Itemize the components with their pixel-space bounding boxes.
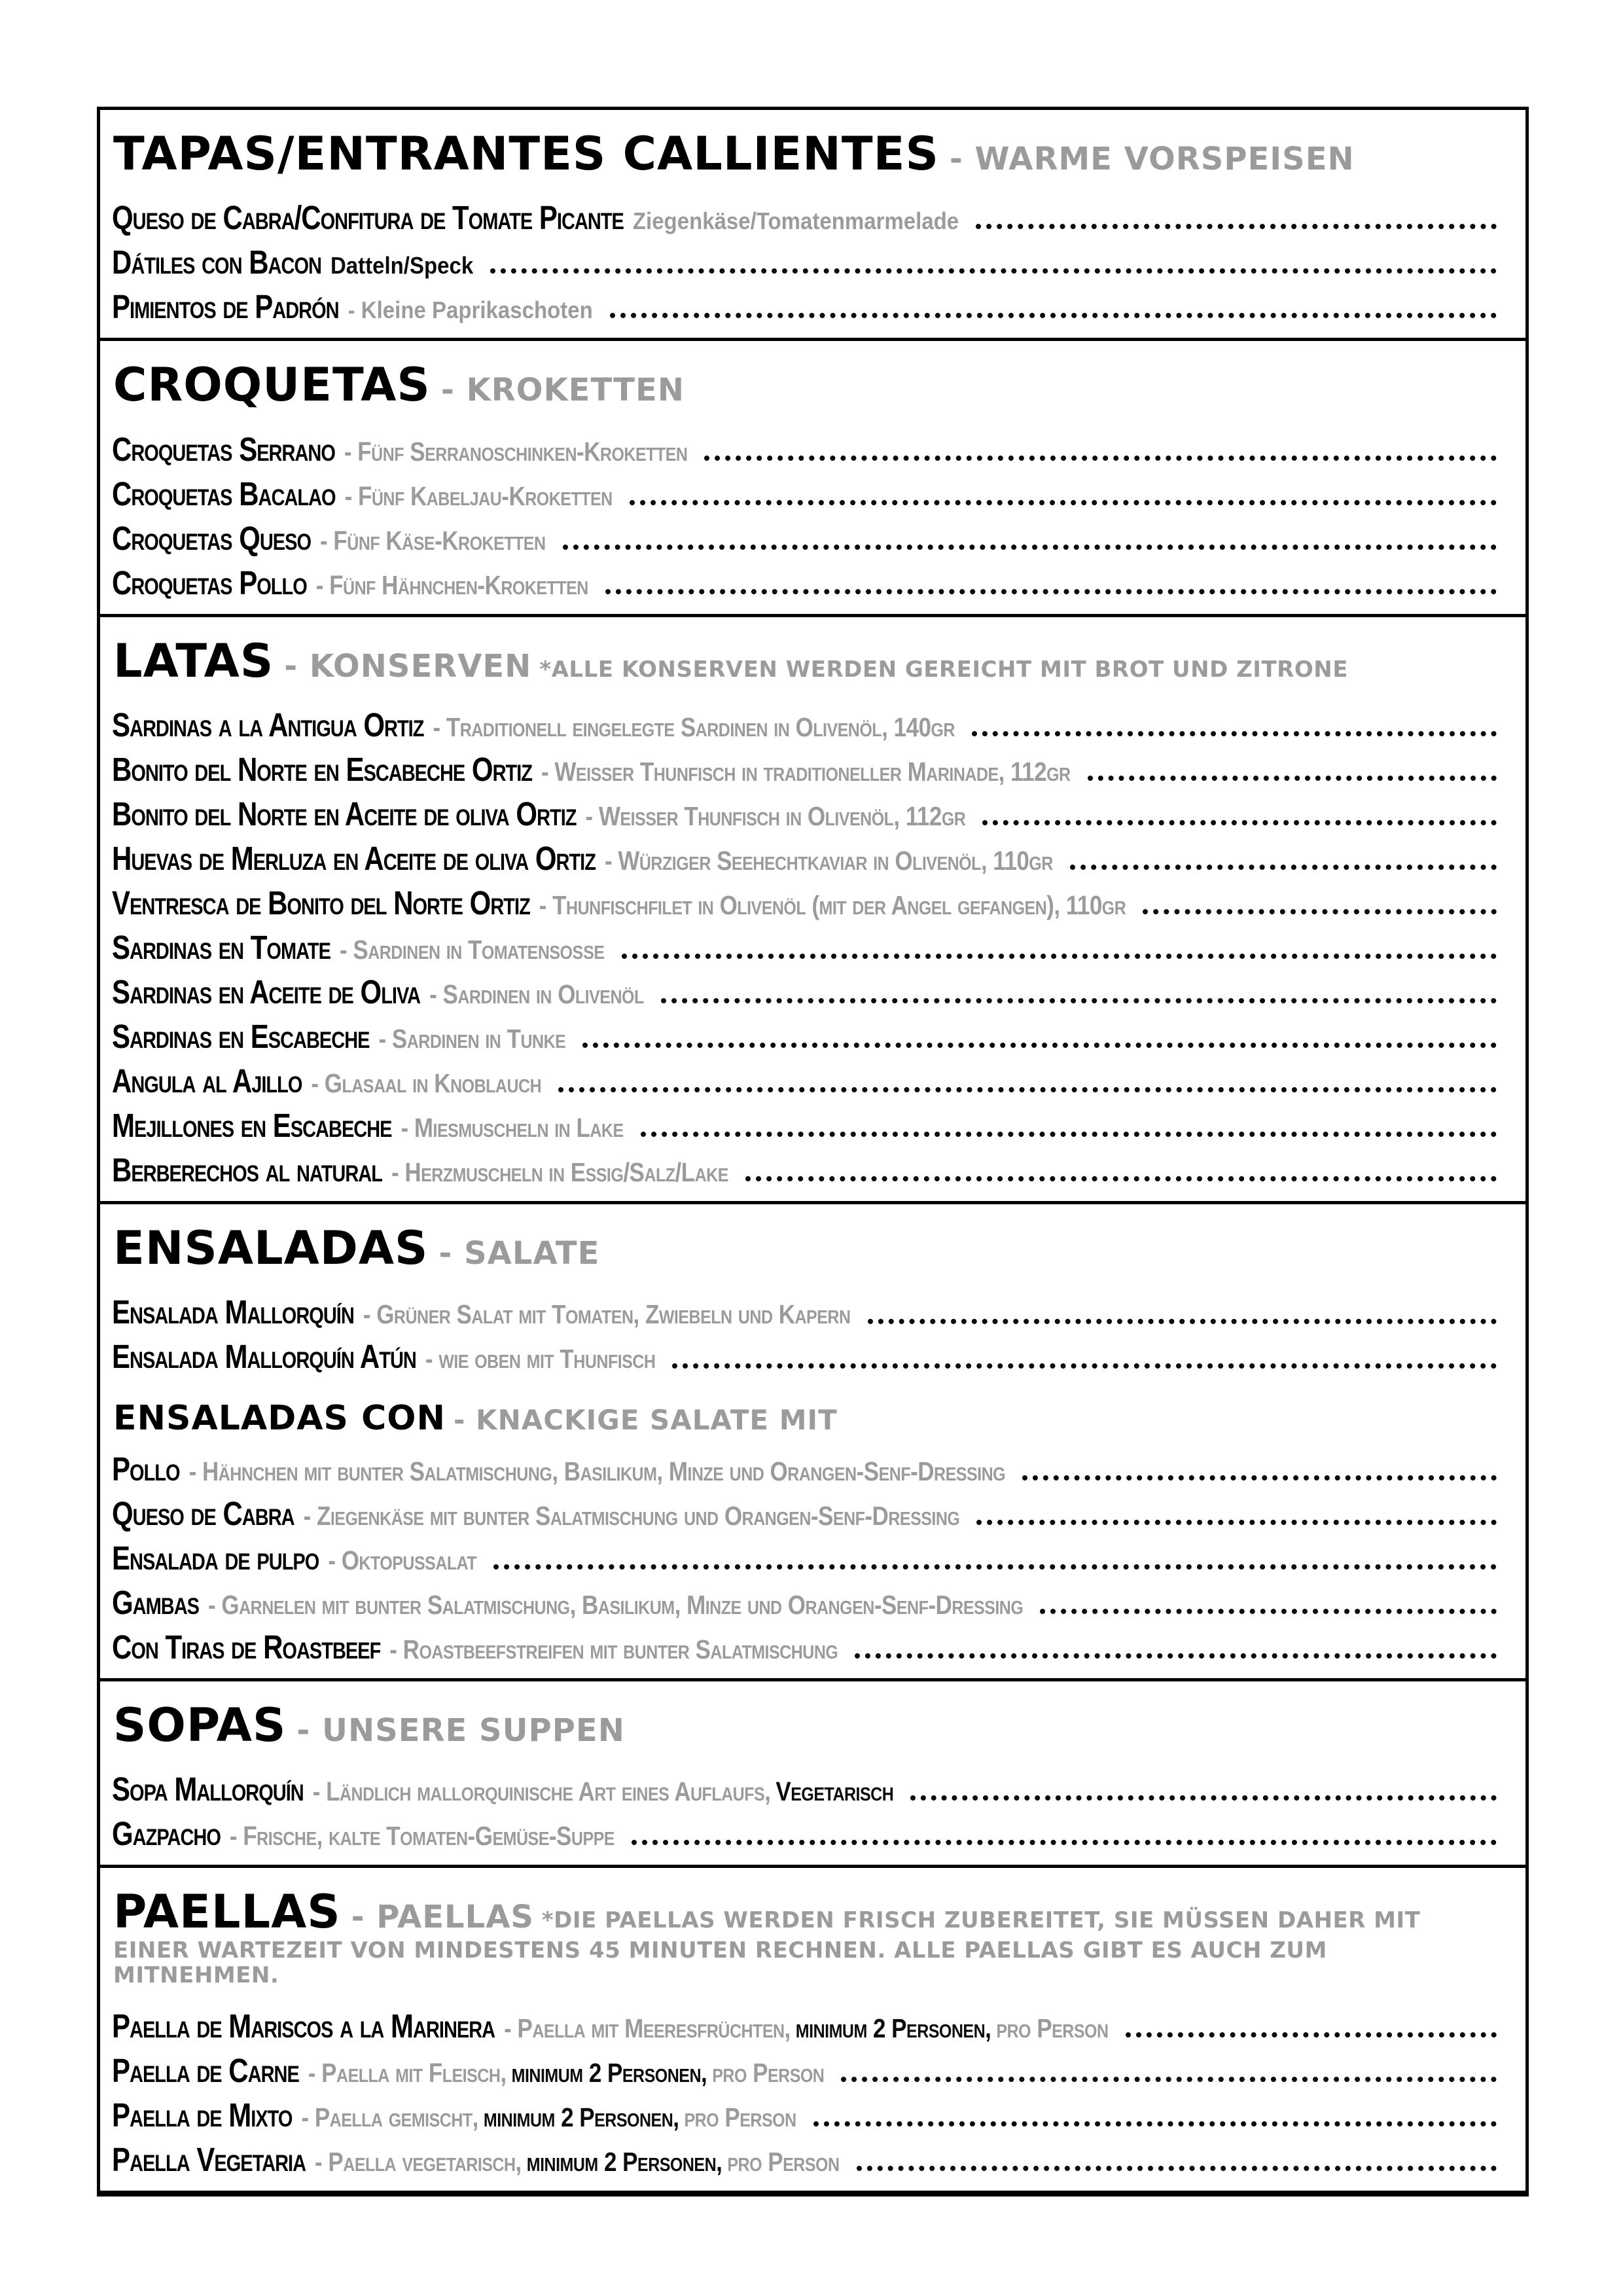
menu-item-row [112,2045,1497,2089]
price-dotted-leader [605,589,1497,594]
section-header [113,636,1497,687]
price-dotted-leader [910,1795,1497,1801]
menu-item-row [112,1011,1497,1054]
menu-item-name: Mejillones en Escabeche [112,1106,392,1145]
price-dotted-leader [641,1132,1497,1137]
menu-item-text [112,795,971,833]
menu-item-row [112,2001,1497,2044]
menu-item-description [585,802,971,832]
menu-item-text [112,475,618,512]
menu-item-name: Queso de Cabra [112,1494,294,1532]
menu-item-desc-segment: - Thunfischfilet in Olivenöl (mit der Angel gefangen), 110gr [539,891,1126,921]
menu-section [97,614,1529,1204]
menu-item-text [112,1814,620,1853]
section-title: PAELLAS [113,1885,341,1939]
menu-item-desc-emphasis: minimum 2 Personen, [526,2147,722,2177]
menu-item-name: Ensalada Mallorquín Atún [112,1338,416,1376]
menu-item-text [112,884,1131,922]
menu-item-desc-segment: - Grüner Salat mit Tomaten, Zwiebeln und Kapern [363,1300,851,1330]
menu-item-row [112,1488,1497,1532]
price-dotted-leader [972,731,1497,736]
menu-item-row [112,281,1497,325]
menu-item-desc-segment: - Fünf Käse-Kroketten [320,526,546,556]
menu-item-text [112,1062,546,1100]
menu-item-desc-segment: - Paella mit Fleisch, [308,2058,507,2088]
menu-item-desc-segment: - Traditionell eingelegte Sardinen in Olivenöl, 140gr [433,713,955,743]
price-dotted-leader [632,1840,1497,1845]
menu-item-desc-segment: - Sardinen in Tunke [378,1024,566,1054]
menu-item-desc-emphasis: minimum 2 Personen, [511,2058,707,2088]
menu-item-description [301,2102,801,2132]
menu-item-description [348,296,598,324]
menu-item-desc-segment: pro Person [684,2102,796,2132]
subsection-header [113,1400,1497,1437]
section-header [113,1223,1497,1274]
menu-item-text [112,1106,629,1145]
price-dotted-leader [661,998,1497,1003]
menu-item-text [112,1539,482,1577]
menu-item-desc-segment: - Paella mit Meeresfrüchten, [504,2013,791,2043]
price-dotted-leader [976,1520,1497,1525]
menu-item-desc-segment: - Herzmuscheln in Essig/Salz/Lake [391,1158,728,1188]
menu-item-description [344,481,618,511]
menu-item-description [208,1590,1028,1620]
price-dotted-leader [813,2121,1497,2126]
menu-item-name: Ensalada de pulpo [112,1539,319,1577]
section-items [112,1287,1497,1665]
menu-item-row [112,2090,1497,2133]
section-items [112,192,1497,325]
section-header [113,128,1497,179]
menu-item-desc-segment: - Paella vegetarisch, [315,2147,522,2177]
section-title: LATAS [113,634,274,688]
menu-item-row [112,744,1497,787]
menu-item-text [112,2007,1114,2045]
menu-item-desc-segment: - Fünf Serranoschinken-Kroketten [344,437,688,467]
price-dotted-leader [1070,865,1497,870]
price-dotted-leader [672,1363,1497,1369]
menu-item-row [112,192,1497,236]
menu-item-name: Croquetas Bacalao [112,475,336,512]
menu-item-desc-segment: - Miesmuscheln in Lake [401,1113,624,1143]
menu-item-text [112,839,1058,878]
menu-item-text [112,1450,1010,1488]
menu-item-desc-segment: - Garnelen mit bunter Salatmischung, Basilikum, Minze und Orangen-Senf-Dressing [208,1590,1024,1620]
section-items [112,2001,1497,2178]
menu-section [97,107,1529,341]
section-title: CROQUETAS [113,358,431,412]
price-dotted-leader [841,2077,1497,2082]
section-header [113,1700,1497,1751]
menu-item-description [339,935,610,965]
menu-item-desc-segment: - Hähnchen mit bunter Salatmischung, Basilikum, Minze und Orangen-Senf-Dressing [188,1456,1006,1486]
menu-item-row [112,967,1497,1010]
menu-item-row [112,700,1497,743]
menu-item-row [112,789,1497,832]
menu-item-name: Bonito del Norte en Escabeche Ortiz [112,750,533,789]
menu-item-name: Ensalada Mallorquín [112,1293,354,1331]
menu-item-row [112,237,1497,280]
menu-item-description [425,1344,661,1374]
menu-item-row [112,1100,1497,1143]
menu-item-row [112,1764,1497,1807]
menu-item-desc-segment: - Ländlich mallorquinische Art eines Auflaufs, [312,1777,771,1807]
menu-item-description [429,980,649,1010]
menu-item-description [632,207,964,235]
menu-item-text [112,973,649,1011]
menu-item-name: Angula al Ajillo [112,1062,302,1100]
menu-item-desc-segment: - Weisser Thunfisch in traditioneller Marinade, 112gr [541,757,1071,787]
menu-item-desc-segment: - Paella gemischt, [301,2102,478,2132]
menu-item-text [112,519,551,557]
menu-item-text [112,1338,660,1376]
menu-item-description [188,1456,1011,1486]
section-title: TAPAS/ENTRANTES CALLIENTES [113,127,939,181]
menu-item-row [112,1287,1497,1331]
section-note: *ALLE KONSERVEN WERDEN GEREICHT MIT BROT UND ZITRONE [539,656,1348,683]
menu-item-name: Dátiles con Bacon [112,243,321,281]
subsection-subtitle: - KNACKIGE SALATE MIT [453,1403,838,1436]
menu-section [97,1201,1529,1681]
menu-item-row [112,558,1497,601]
menu-item-desc-segment: - Fünf Kabeljau-Kroketten [344,481,613,511]
menu-item-text [112,1628,843,1666]
menu-item-row [112,1808,1497,1852]
menu-item-name: Paella de Mariscos a la Marinera [112,2007,495,2045]
price-dotted-leader [622,954,1497,959]
menu-item-desc-segment: pro Person [712,2058,825,2088]
section-subtitle: - KONSERVEN [284,647,532,685]
menu-item-description [378,1024,571,1054]
section-title: SOPAS [113,1698,287,1752]
menu-item-name: Paella de Carne [112,2051,299,2089]
menu-item-name: Sardinas en Tomate [112,928,330,967]
menu-item-name: Pollo [112,1450,180,1488]
section-subtitle: - UNSERE SUPPEN [296,1712,625,1749]
menu-item-description [391,1158,734,1188]
menu-item-name: Paella Vegetaria [112,2140,306,2178]
menu-item-description [401,1113,629,1143]
menu-item-name: Gambas [112,1583,199,1621]
menu-section [97,1865,1529,2197]
price-dotted-leader [1126,2032,1497,2037]
menu-item-row [112,1577,1497,1621]
menu-item-description [229,1821,620,1852]
menu-item-row [112,1533,1497,1576]
menu-item-name: Berberechos al natural [112,1151,382,1189]
menu-item-text [112,2096,802,2134]
price-dotted-leader [563,545,1497,550]
menu-item-desc-segment: - Oktopussalat [328,1545,477,1575]
menu-item-description [315,2147,844,2177]
price-dotted-leader [610,313,1497,318]
price-dotted-leader [490,268,1497,274]
menu-item-name: Paella de Mixto [112,2096,293,2134]
section-header [113,1886,1497,1988]
menu-item-desc-emphasis: Vegetarisch [776,1777,894,1807]
menu-item-row [112,513,1497,556]
menu-item-desc-segment: pro Person [727,2147,840,2177]
section-subtitle: - PAELLAS [351,1899,534,1936]
menu-item-description [504,2013,1113,2043]
price-dotted-leader [630,500,1497,505]
price-dotted-leader [1040,1609,1497,1614]
price-dotted-leader [493,1564,1497,1570]
menu-item-name: Pimientos de Padrón [112,288,339,326]
menu-item-text [112,1151,734,1189]
menu-item-desc-emphasis: minimum 2 Personen, [795,2013,991,2043]
price-dotted-leader [558,1087,1497,1092]
menu-item-desc-segment: - Würziger Seehechtkaviar in Olivenöl, 110gr [604,846,1053,876]
price-dotted-leader [745,1176,1497,1181]
menu-item-text [112,1494,965,1532]
menu-item-text [112,1770,899,1808]
menu-item-text [112,564,594,601]
menu-item-description [433,713,959,743]
menu-item-name: Sardinas en Escabeche [112,1017,370,1056]
price-dotted-leader [855,1653,1497,1659]
menu-item-name: Gazpacho [112,1814,221,1853]
price-dotted-leader [582,1043,1497,1048]
menu-item-description [604,846,1058,876]
menu-item-name: Huevas de Merluza en Aceite de oliva Ortiz [112,839,596,878]
menu-item-description [312,1777,899,1807]
menu-item-description [315,570,594,600]
menu-item-name: Con Tiras de Roastbeef [112,1628,381,1666]
section-note: *DIE PAELLAS WERDEN FRISCH ZUBEREITET, SIE MÜSSEN DAHER MIT EINER WARTEZEIT VON MINDESTENS 45 MINUTEN RECHNEN. ALLE PAELLAS GIBT ES AUCH ZUM MITNEHMEN. [113,1907,1421,1988]
menu-item-text [112,1017,571,1056]
menu-item-text [112,1583,1028,1621]
section-subtitle: - SALATE [438,1235,600,1272]
menu-item-name: Ventresca de Bonito del Norte Ortiz [112,884,530,922]
menu-item-row [112,1056,1497,1099]
menu-item-text [112,243,478,281]
menu-item-desc-segment: - Ziegenkäse mit bunter Salatmischung und Orangen-Senf-Dressing [303,1501,960,1531]
menu-item-row [112,1622,1497,1665]
section-header [113,359,1497,410]
price-dotted-leader [868,1319,1497,1324]
menu-item-name: Sopa Mallorquín [112,1770,304,1808]
menu-item-description [328,1545,482,1575]
section-subtitle: - WARME VORSPEISEN [949,141,1355,177]
menu-item-desc-segment: Ziegenkäse/Tomatenmarmelade [632,207,959,235]
price-dotted-leader [1088,776,1497,781]
menu-item-description [308,2058,830,2088]
menu-item-description [330,252,478,279]
menu-item-description [311,1069,546,1099]
section-items [112,424,1497,601]
section-items [112,700,1497,1188]
price-dotted-leader [857,2166,1497,2171]
menu-item-desc-segment: - Fünf Hähnchen-Kroketten [315,570,588,600]
menu-item-row [112,1444,1497,1487]
menu [97,107,1529,2197]
menu-item-name: Queso de Cabra/Confitura de Tomate Picante [112,199,624,237]
menu-item-name: Bonito del Norte en Aceite de oliva Ortiz [112,795,577,833]
menu-item-desc-segment: - Sardinen in Olivenöl [429,980,644,1010]
menu-item-row [112,1332,1497,1375]
menu-section [97,338,1529,617]
menu-item-text [112,750,1076,789]
menu-item-name: Croquetas Serrano [112,430,335,468]
menu-item-row [112,2134,1497,2178]
menu-item-name: Croquetas Queso [112,519,312,557]
menu-item-row [112,424,1497,467]
menu-item-row [112,469,1497,512]
menu-item-text [112,288,598,326]
menu-item-desc-segment: - Frische, kalte Tomaten-Gemüse-Suppe [229,1821,615,1852]
section-items [112,1764,1497,1852]
menu-item-text [112,430,692,468]
menu-item-text [112,199,964,237]
price-dotted-leader [1143,909,1497,914]
menu-item-desc-emphasis: minimum 2 Personen, [483,2102,679,2132]
menu-item-desc-segment: pro Person [996,2013,1109,2043]
menu-item-text [112,928,610,967]
section-title: ENSALADAS [113,1221,429,1276]
menu-item-desc-segment: - Weisser Thunfisch in Olivenöl, 112gr [585,802,966,832]
menu-item-desc-segment: - Roastbeefstreifen mit bunter Salatmischung [389,1634,838,1664]
menu-item-name: Sardinas a la Antigua Ortiz [112,706,424,744]
price-dotted-leader [982,820,1497,825]
menu-item-description [541,757,1076,787]
menu-item-text [112,706,960,744]
menu-item-row [112,1145,1497,1188]
menu-item-text [112,2051,829,2089]
section-subtitle: - KROKETTEN [440,372,685,409]
menu-item-text [112,1293,856,1331]
menu-item-desc-segment: - Kleine Paprikaschoten [348,296,593,324]
menu-item-name: Sardinas en Aceite de Oliva [112,973,421,1011]
menu-item-row [112,878,1497,921]
menu-item-description [320,526,550,556]
menu-item-desc-segment: - Glasaal in Knoblauch [311,1069,542,1099]
menu-item-desc-emphasis: Datteln/Speck [330,252,474,279]
menu-item-desc-segment: - wie oben mit Thunfisch [425,1344,656,1374]
menu-item-row [112,922,1497,965]
menu-item-description [344,437,693,467]
menu-item-description [389,1634,843,1664]
menu-item-description [303,1501,965,1531]
menu-item-description [363,1300,856,1330]
price-dotted-leader [1022,1475,1497,1480]
menu-item-row [112,833,1497,876]
menu-item-text [112,2140,845,2178]
price-dotted-leader [704,456,1497,461]
menu-item-description [539,891,1132,921]
menu-section [97,1678,1529,1868]
price-dotted-leader [976,224,1497,229]
menu-item-desc-segment: - Sardinen in Tomatensoße [339,935,605,965]
subsection-title: ENSALADAS CON [113,1398,446,1438]
menu-item-name: Croquetas Pollo [112,564,307,601]
